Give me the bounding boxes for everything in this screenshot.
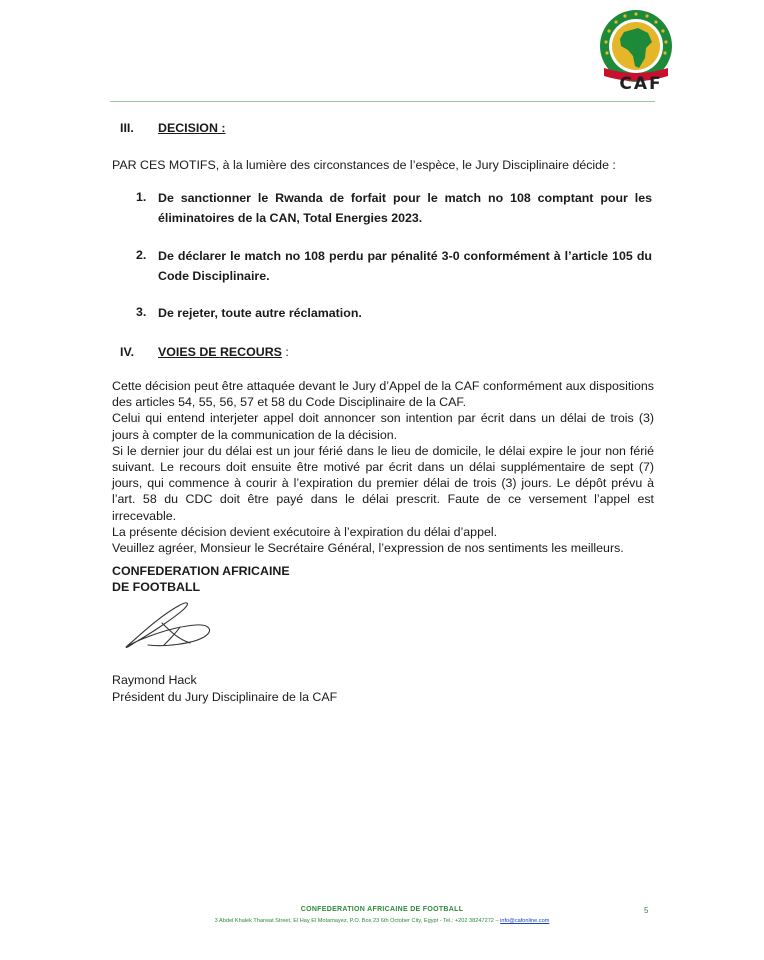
paragraph: Veuillez agréer, Monsieur le Secrétaire Général, l’expression de nos sentiments les meilleurs.: [112, 541, 624, 556]
decision-intro: PAR CES MOTIFS, à la lumière des circonstances de l’espèce, le Jury Disciplinaire décide :: [112, 158, 616, 172]
recourse-text: [112, 378, 654, 556]
paragraph: Si le dernier jour du délai est un jour férié dans le lieu de domicile, le délai expire le jour non férié suivant. Le recours doit ensuite être motivé par écrit dans un délai supplémentaire de sept (7) jours, qui commence à courir à l’expiration du premier délai de trois (3) jours. Le dépôt prévu à l’art. 58 du CDC doit être payé dans le délai prescrit. Faute de ce versement l’appel est irrecevable.: [112, 443, 654, 523]
org-name-line2: DE FOOTBALL: [112, 580, 201, 594]
section-title: VOIES DE RECOURS :: [158, 345, 289, 359]
logo-text: CAF: [619, 74, 663, 94]
decision-item: De rejeter, toute autre réclamation.: [158, 306, 362, 320]
signature: [118, 597, 216, 655]
paragraph: Celui qui entend interjeter appel doit annoncer son intention par écrit dans un délai de trois (3) jours à compter de la communication de la décision.: [112, 411, 654, 442]
org-name-line1: CONFEDERATION AFRICAINE: [112, 564, 290, 578]
footer-address: 3 Abdel Khalek Tharwat Street, El Hay El Motamayez, P.O. Box 23 6th October City, Egypt - Tel.: +202 38247272 – info@cafonline.com: [214, 918, 550, 924]
decision-number: 1.: [136, 190, 147, 204]
paragraph: Cette décision peut être attaquée devant le Jury d’Appel de la CAF conformément aux dispositions des articles 54, 55, 56, 57 et 58 du Code Disciplinaire de la CAF.: [112, 379, 654, 410]
decision-number: 3.: [136, 305, 147, 319]
decision-number: 2.: [136, 248, 147, 262]
decision-item: De déclarer le match no 108 perdu par pénalité 3-0 conformément à l’article 105 du Code Disciplinaire.: [158, 249, 652, 283]
footer-email-link[interactable]: info@cafonline.com: [500, 918, 550, 924]
decision-item: De sanctionner le Rwanda de forfait pour le match no 108 comptant pour les éliminatoires de la CAN, Total Energies 2023.: [158, 191, 652, 225]
section-number: IV.: [120, 345, 135, 359]
paragraph: La présente décision devient exécutoire à l’expiration du délai d’appel.: [112, 524, 498, 539]
footer-title: CONFEDERATION AFRICAINE DE FOOTBALL: [300, 906, 464, 913]
section-title: DECISION :: [158, 121, 226, 135]
signatory-name: Raymond Hack: [112, 673, 197, 687]
section-number: III.: [120, 121, 134, 135]
page-number: 5: [644, 906, 649, 915]
signatory-role: Président du Jury Disciplinaire de la CAF: [112, 690, 338, 704]
header-rule: [110, 101, 655, 102]
